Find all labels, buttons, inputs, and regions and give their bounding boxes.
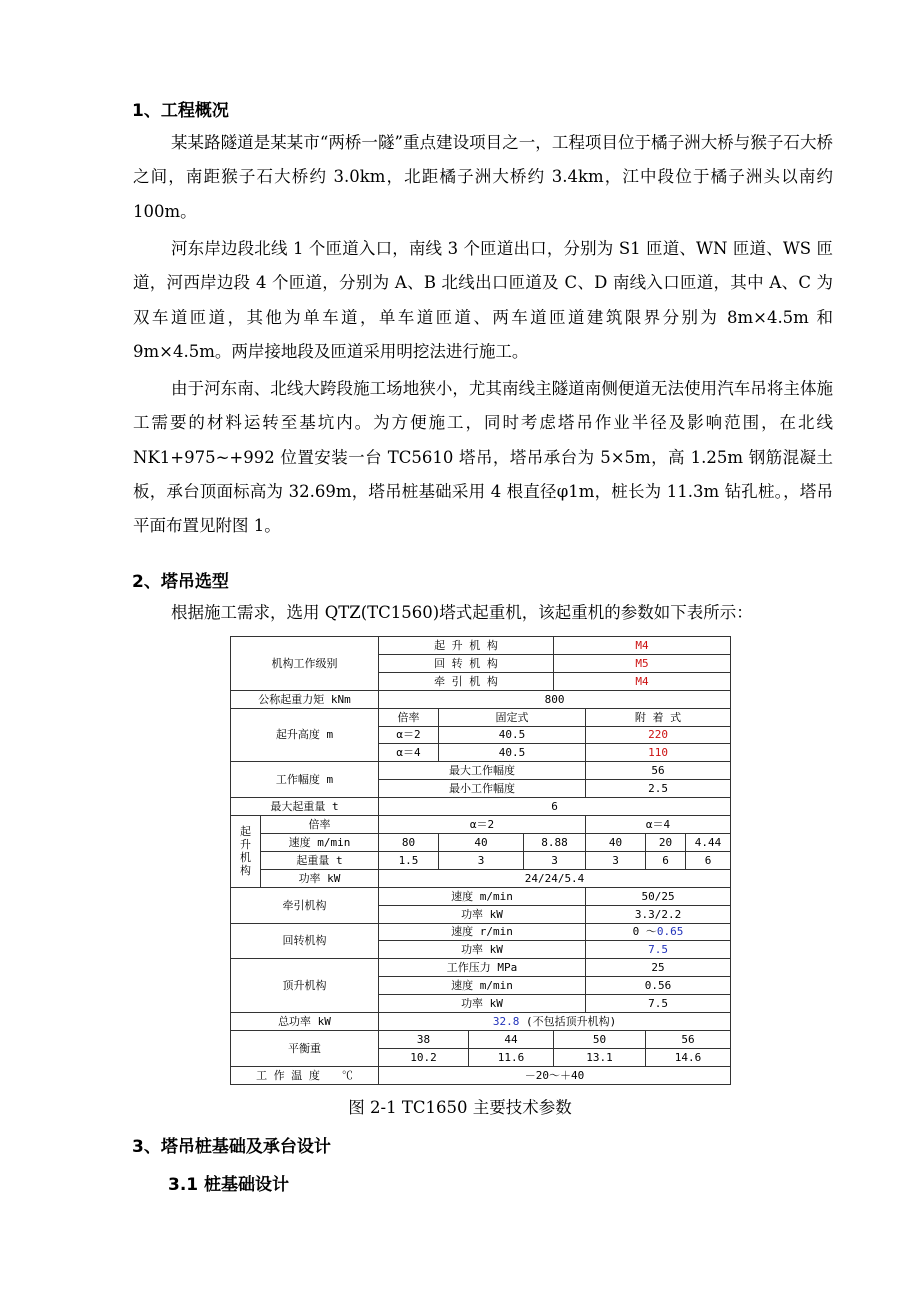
max-load-label: 最大起重量 t: [231, 798, 379, 816]
climb-speed: 0.56: [586, 977, 731, 995]
total-power: 32.8 (不包括顶升机构): [379, 1013, 731, 1031]
section-2-paragraph-1: 根据施工需求，选用 QTZ(TC1560)塔式起重机，该起重机的参数如下表所示：: [171, 603, 753, 622]
table-row: [231, 1066, 731, 1084]
slew-label: 回转机构: [231, 923, 379, 959]
table-row: [231, 833, 731, 851]
height-attached: 220: [586, 726, 731, 744]
height-rate-header: 倍率: [379, 708, 439, 726]
table-row: [231, 708, 731, 726]
work-level-value: M4: [554, 637, 731, 655]
figure-caption: 图 2-1 TC1650 主要技术参数: [348, 1098, 572, 1117]
counterweight-bottom: 14.6: [646, 1048, 731, 1066]
hoist-load-label: 起重量 t: [261, 851, 379, 869]
counterweight-bottom: 13.1: [554, 1048, 646, 1066]
section-1-paragraph-3: 由于河东南、北线大跨段施工场地狭小，尤其南线主隧道南侧便道无法使用汽车吊将主体施工需要的材料运转至基坑内。为方便施工，同时考虑塔吊作业半径及影响范围，在北线 NK1+975~+992 位置安装一台 TC5610 塔吊，塔吊承台为 5×5m，高 1.25m 钢筋混凝土板，承台顶面标高为 32.69m，塔吊桩基础采用 4 根直径φ1m，桩长为 11.3m 钻孔桩。，塔吊平面布置见附图 1。: [133, 379, 833, 536]
counterweight-top: 56: [646, 1030, 731, 1048]
work-level-name: 起 升 机 构: [379, 637, 554, 655]
hoist-speed: 40: [439, 833, 524, 851]
hoist-load: 3: [586, 851, 646, 869]
height-rate: α＝4: [379, 744, 439, 762]
hoist-speed: 4.44: [686, 833, 731, 851]
hoist-label: 起 升 机 构: [231, 816, 261, 888]
table-row: [231, 1030, 731, 1048]
trolley-speed-label: 速度 m/min: [379, 887, 586, 905]
hoist-speed: 80: [379, 833, 439, 851]
hoist-a4: α＝4: [586, 816, 731, 834]
hoist-speed: 20: [646, 833, 686, 851]
temperature-value: －20～＋40: [379, 1066, 731, 1084]
height-attached-header: 附 着 式: [586, 708, 731, 726]
hoist-speed: 8.88: [524, 833, 586, 851]
table-row: [231, 690, 731, 708]
slew-power: 7.5: [586, 941, 731, 959]
climb-pressure-label: 工作压力 MPa: [379, 959, 586, 977]
spec-table: [230, 636, 731, 1085]
section-1-title: 1、工程概况: [132, 101, 229, 121]
section-3-title: 3、塔吊桩基础及承台设计: [132, 1137, 331, 1157]
range-min-label: 最小工作幅度: [379, 780, 586, 798]
table-row: [231, 637, 731, 655]
hoist-load: 1.5: [379, 851, 439, 869]
climb-pressure: 25: [586, 959, 731, 977]
work-level-name: 牵 引 机 构: [379, 672, 554, 690]
moment-value: 800: [379, 690, 731, 708]
table-row: [231, 816, 731, 834]
range-max: 56: [586, 762, 731, 780]
section-2-title: 2、塔吊选型: [132, 572, 229, 592]
work-level-name: 回 转 机 构: [379, 654, 554, 672]
height-fixed-header: 固定式: [439, 708, 586, 726]
moment-label: 公称起重力矩 kNm: [231, 690, 379, 708]
work-level-value: M4: [554, 672, 731, 690]
table-row: [231, 851, 731, 869]
climb-power-label: 功率 kW: [379, 995, 586, 1013]
height-fixed: 40.5: [439, 726, 586, 744]
hoist-power-label: 功率 kW: [261, 869, 379, 887]
slew-speed-label: 速度 r/min: [379, 923, 586, 941]
table-row: [231, 798, 731, 816]
table-row: [231, 887, 731, 905]
table-row: [231, 959, 731, 977]
work-level-value: M5: [554, 654, 731, 672]
range-label: 工作幅度 m: [231, 762, 379, 798]
table-row: [231, 1013, 731, 1031]
table-row: [231, 869, 731, 887]
counterweight-label: 平衡重: [231, 1030, 379, 1066]
trolley-label: 牵引机构: [231, 887, 379, 923]
counterweight-bottom: 10.2: [379, 1048, 469, 1066]
hoist-speed: 40: [586, 833, 646, 851]
counterweight-bottom: 11.6: [469, 1048, 554, 1066]
climb-speed-label: 速度 m/min: [379, 977, 586, 995]
hoist-a2: α＝2: [379, 816, 586, 834]
slew-power-label: 功率 kW: [379, 941, 586, 959]
hoist-load: 6: [686, 851, 731, 869]
hoist-load: 3: [524, 851, 586, 869]
height-rate: α＝2: [379, 726, 439, 744]
counterweight-top: 44: [469, 1030, 554, 1048]
trolley-power-label: 功率 kW: [379, 905, 586, 923]
hoist-rate-label: 倍率: [261, 816, 379, 834]
hoist-speed-label: 速度 m/min: [261, 833, 379, 851]
hoist-load: 3: [439, 851, 524, 869]
table-row: [231, 923, 731, 941]
section-3-1-title: 3.1 桩基础设计: [168, 1175, 290, 1195]
height-fixed: 40.5: [439, 744, 586, 762]
range-min: 2.5: [586, 780, 731, 798]
temperature-label: 工 作 温 度 ℃: [231, 1066, 379, 1084]
hoist-power: 24/24/5.4: [379, 869, 731, 887]
climb-power: 7.5: [586, 995, 731, 1013]
height-attached: 110: [586, 744, 731, 762]
climb-label: 顶升机构: [231, 959, 379, 1013]
slew-speed: 0 ～0.65: [586, 923, 731, 941]
spec-table-figure: [230, 636, 730, 1085]
work-level-label: 机构工作级别: [231, 637, 379, 691]
max-load-value: 6: [379, 798, 731, 816]
section-1-paragraph-2: 河东岸边段北线 1 个匝道入口，南线 3 个匝道出口，分别为 S1 匝道、WN 匝道、WS 匝道，河西岸边段 4 个匝道，分别为 A、B 北线出口匝道及 C、D 南线入口匝道，其中 A、C 为双车道匝道，其他为单车道，单车道匝道、两车道匝道建筑限界分别为 8m×4.5m 和 9m×4.5m。两岸接地段及匝道采用明挖法进行施工。: [133, 239, 833, 361]
range-max-label: 最大工作幅度: [379, 762, 586, 780]
trolley-speed: 50/25: [586, 887, 731, 905]
total-power-label: 总功率 kW: [231, 1013, 379, 1031]
hoist-load: 6: [646, 851, 686, 869]
height-label: 起升高度 m: [231, 708, 379, 762]
counterweight-top: 38: [379, 1030, 469, 1048]
counterweight-top: 50: [554, 1030, 646, 1048]
table-row: [231, 762, 731, 780]
trolley-power: 3.3/2.2: [586, 905, 731, 923]
section-1-paragraph-1: 某某路隧道是某某市“两桥一隧”重点建设项目之一，工程项目位于橘子洲大桥与猴子石大桥之间，南距猴子石大桥约 3.0km，北距橘子洲大桥约 3.4km，江中段位于橘子洲头以南约 100m。: [133, 133, 833, 221]
